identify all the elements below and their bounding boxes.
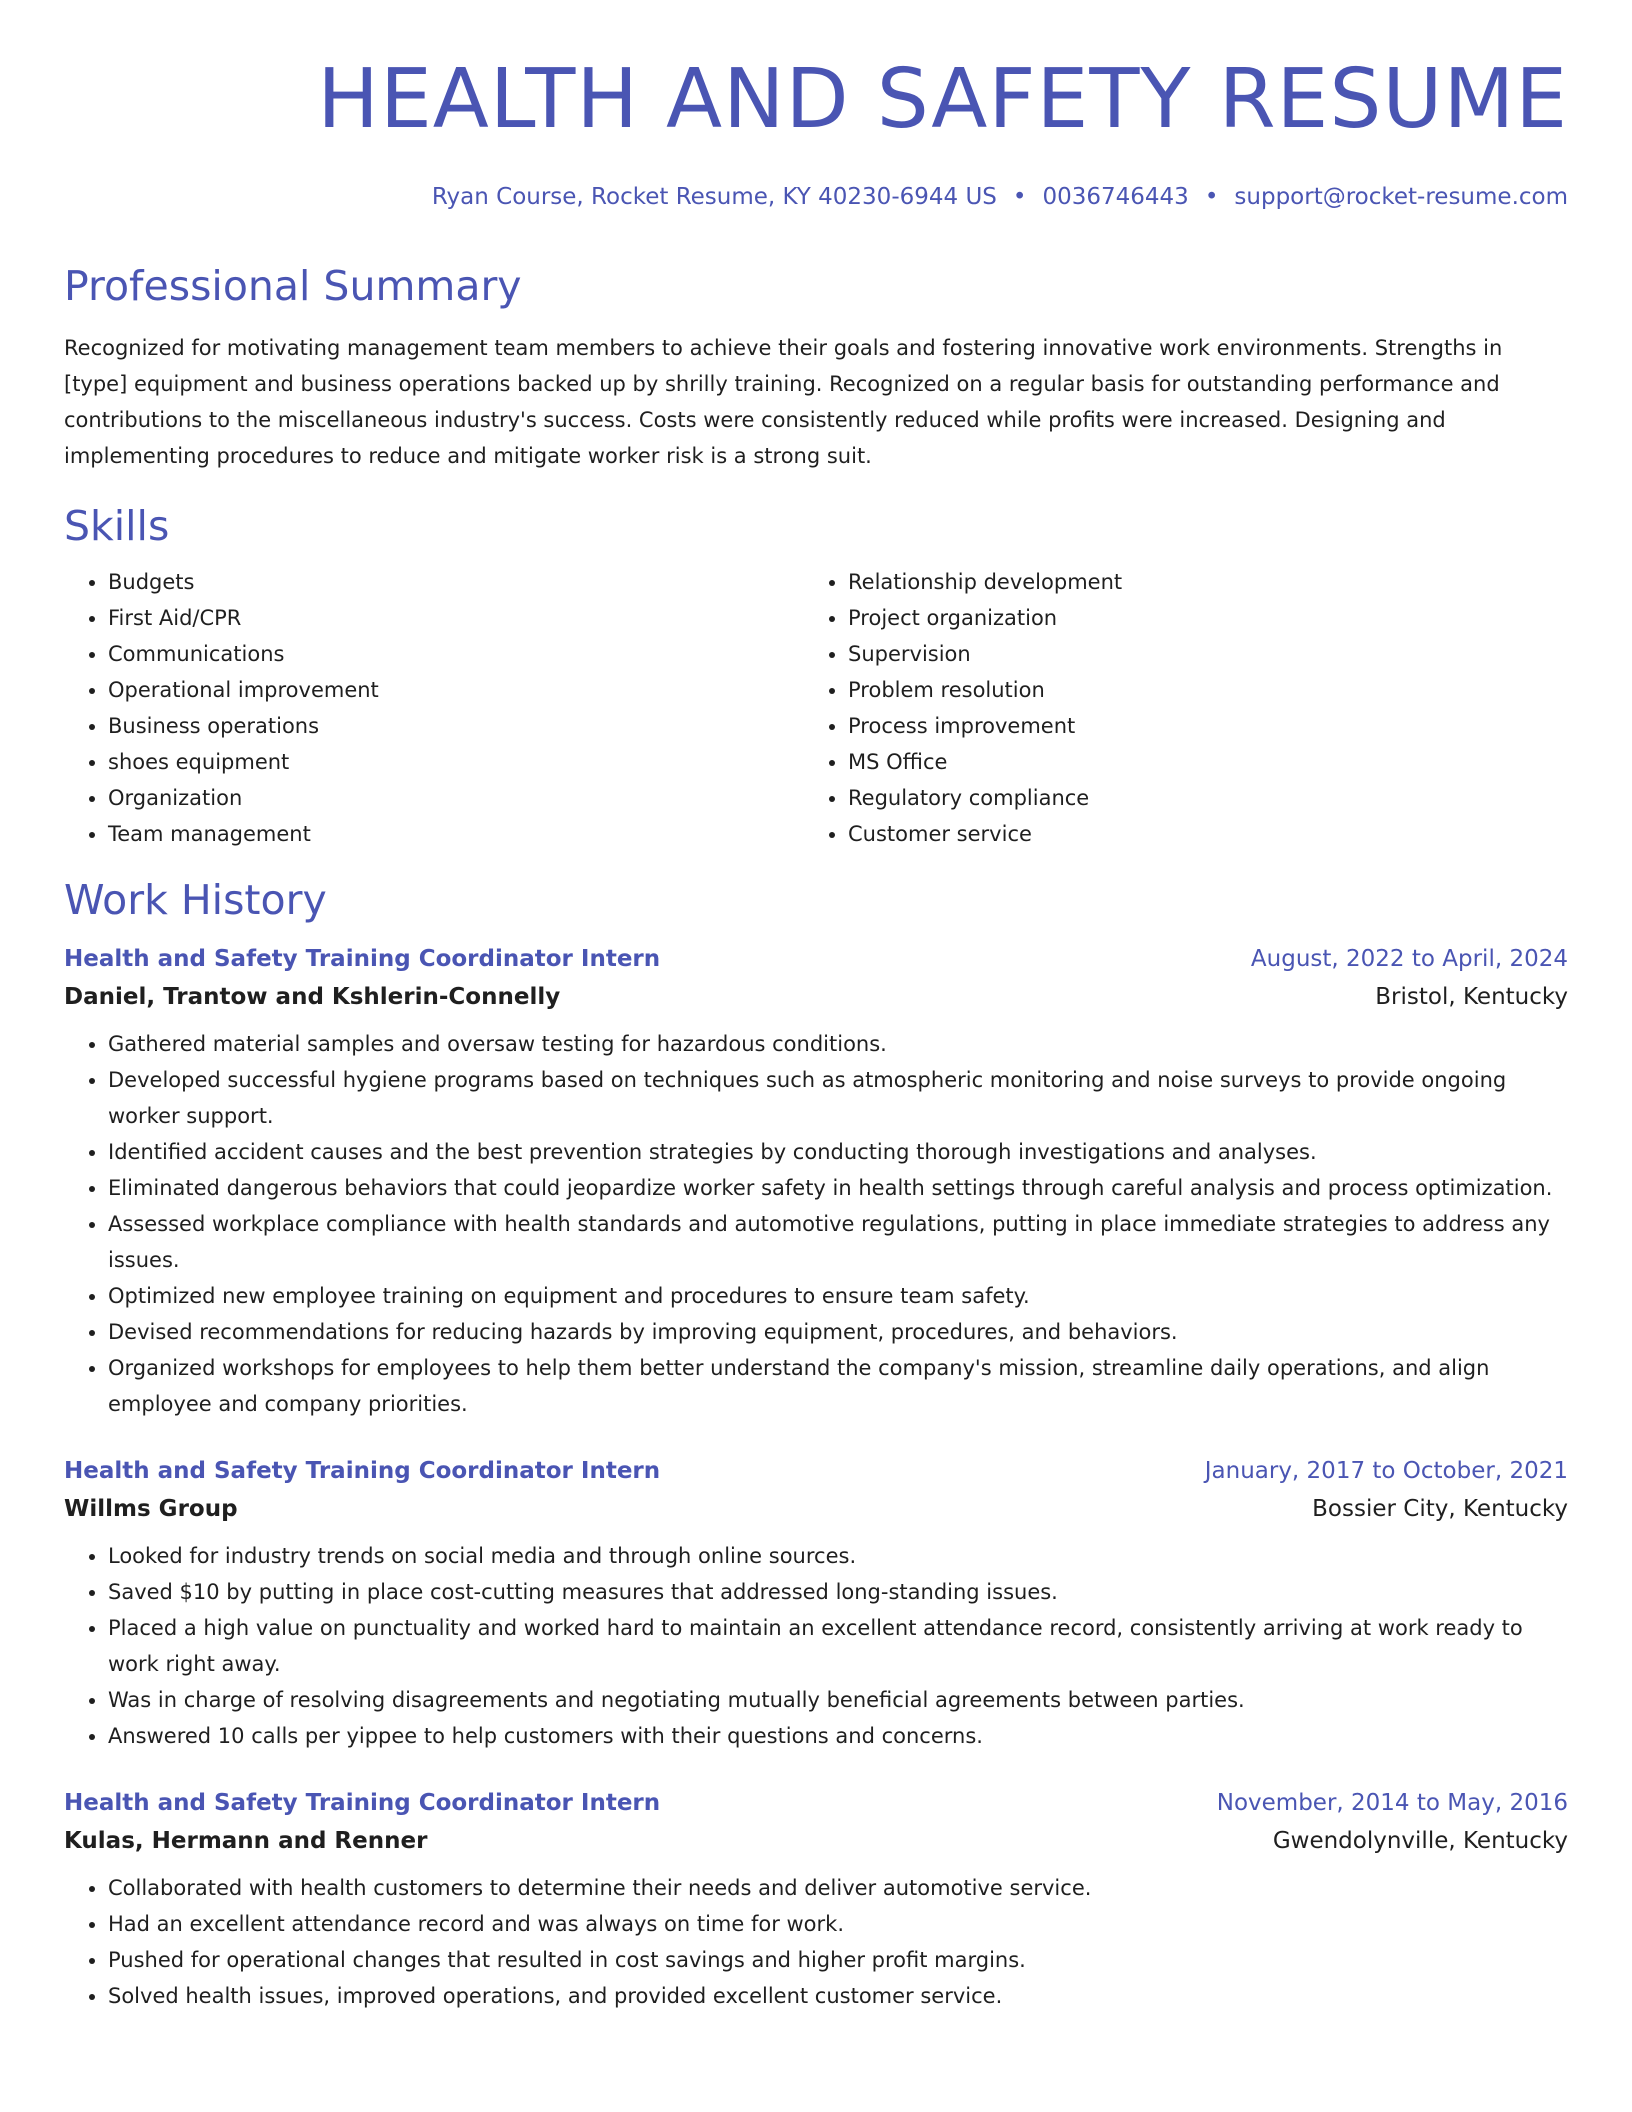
skill-item: • Customer service [848, 816, 1544, 852]
skill-item: • Communications [108, 636, 804, 672]
job-bullet: • Collaborated with health customers to determine their needs and deliver automotive service. [108, 1870, 1568, 1906]
contact-separator: • [1204, 184, 1219, 210]
job-bullet: • Saved $10 by putting in place cost-cutting measures that addressed long-standing issues. [108, 1574, 1568, 1610]
job-bullet: • Gathered material samples and oversaw testing for hazardous conditions. [108, 1026, 1568, 1062]
work-history-heading: Work History [64, 876, 327, 924]
job-bullet: • Devised recommendations for reducing hazards by improving equipment, procedures, and behaviors. [108, 1314, 1568, 1350]
job-company-row [64, 1822, 1568, 1860]
skill-item: • Budgets [108, 564, 804, 600]
job-bullet: • Had an excellent attendance record and was always on time for work. [108, 1906, 1568, 1942]
job-company: Willms Group [64, 1496, 238, 1522]
job-bullet: • Organized workshops for employees to help them better understand the company's mission, streamline daily operations, and align employee and company priorities. [108, 1350, 1568, 1422]
contact-line [64, 182, 1568, 212]
job-location: Bossier City, Kentucky [1312, 1496, 1568, 1522]
job-bullet: • Answered 10 calls per yippee to help customers with their questions and concerns. [108, 1718, 1568, 1754]
job-bullets [64, 1026, 1568, 1422]
job-entry [64, 1452, 1568, 1754]
skill-item: • Process improvement [848, 708, 1544, 744]
skill-item: • First Aid/CPR [108, 600, 804, 636]
skill-item: • Supervision [848, 636, 1544, 672]
contact-email: support@rocket-resume.com [1234, 184, 1568, 210]
job-title: Health and Safety Training Coordinator Intern [64, 946, 661, 972]
job-bullet: • Optimized new employee training on equipment and procedures to ensure team safety. [108, 1278, 1568, 1314]
skills-heading: Skills [64, 502, 170, 550]
job-dates: November, 2014 to May, 2016 [1216, 1790, 1568, 1816]
resume-header [64, 52, 1568, 212]
job-bullet: • Identified accident causes and the best prevention strategies by conducting thorough investigations and analyses. [108, 1134, 1568, 1170]
job-title: Health and Safety Training Coordinator Intern [64, 1458, 661, 1484]
resume-title: HEALTH AND SAFETY RESUME [317, 52, 1568, 147]
skill-item: • Operational improvement [108, 672, 804, 708]
skill-item: • Team management [108, 816, 804, 852]
skill-item: • Organization [108, 780, 804, 816]
skill-item: • shoes equipment [108, 744, 804, 780]
job-bullet: • Placed a high value on punctuality and worked hard to maintain an excellent attendance record, consistently arriving at work ready to work right away. [108, 1610, 1568, 1682]
job-header-row [64, 1452, 1568, 1490]
summary-heading: Professional Summary [64, 262, 522, 310]
skill-item: • MS Office [848, 744, 1544, 780]
job-location: Bristol, Kentucky [1375, 984, 1568, 1010]
skill-item: • Business operations [108, 708, 804, 744]
job-bullet: • Looked for industry trends on social media and through online sources. [108, 1538, 1568, 1574]
summary-text: Recognized for motivating management team members to achieve their goals and fostering innovative work environments. Strengths in [type] equipment and business operations backed up by shrilly training. Recognized on a regular basis for outstanding performance and contributions to the miscellaneous industry's success. Costs were consistently reduced while profits were increased. Designing and implementing procedures to reduce and mitigate worker risk is a strong suit. [64, 336, 1503, 468]
job-title: Health and Safety Training Coordinator Intern [64, 1790, 661, 1816]
job-entry [64, 940, 1568, 1422]
job-bullet: • Assessed workplace compliance with health standards and automotive regulations, putting in place immediate strategies to address any issues. [108, 1206, 1568, 1278]
skills-column-left [64, 564, 804, 852]
skill-item: • Problem resolution [848, 672, 1544, 708]
job-bullets [64, 1870, 1568, 2014]
job-header-row [64, 1784, 1568, 1822]
job-bullet: • Pushed for operational changes that resulted in cost savings and higher profit margins. [108, 1942, 1568, 1978]
job-dates: January, 2017 to October, 2021 [1204, 1458, 1568, 1484]
job-bullet: • Eliminated dangerous behaviors that could jeopardize worker safety in health settings through careful analysis and process optimization. [108, 1170, 1568, 1206]
job-company: Kulas, Hermann and Renner [64, 1828, 428, 1854]
job-company-row [64, 978, 1568, 1016]
job-location: Gwendolynville, Kentucky [1272, 1828, 1568, 1854]
job-bullet: • Developed successful hygiene programs based on techniques such as atmospheric monitoring and noise surveys to provide ongoing worker support. [108, 1062, 1568, 1134]
skills-column-right [804, 564, 1544, 852]
job-bullets [64, 1538, 1568, 1754]
job-header-row [64, 940, 1568, 978]
job-company: Daniel, Trantow and Kshlerin-Connelly [64, 984, 561, 1010]
job-bullet: • Was in charge of resolving disagreements and negotiating mutually beneficial agreements between parties. [108, 1682, 1568, 1718]
contact-address: Ryan Course, Rocket Resume, KY 40230-6944 US [431, 184, 997, 210]
job-entry [64, 1784, 1568, 2014]
skill-item: • Project organization [848, 600, 1544, 636]
contact-phone: 0036746443 [1042, 184, 1189, 210]
skills-list [64, 564, 1568, 852]
job-dates: August, 2022 to April, 2024 [1250, 946, 1568, 972]
contact-separator: • [1012, 184, 1027, 210]
job-bullet: • Solved health issues, improved operations, and provided excellent customer service. [108, 1978, 1568, 2014]
skill-item: • Regulatory compliance [848, 780, 1544, 816]
skill-item: • Relationship development [848, 564, 1544, 600]
job-company-row [64, 1490, 1568, 1528]
